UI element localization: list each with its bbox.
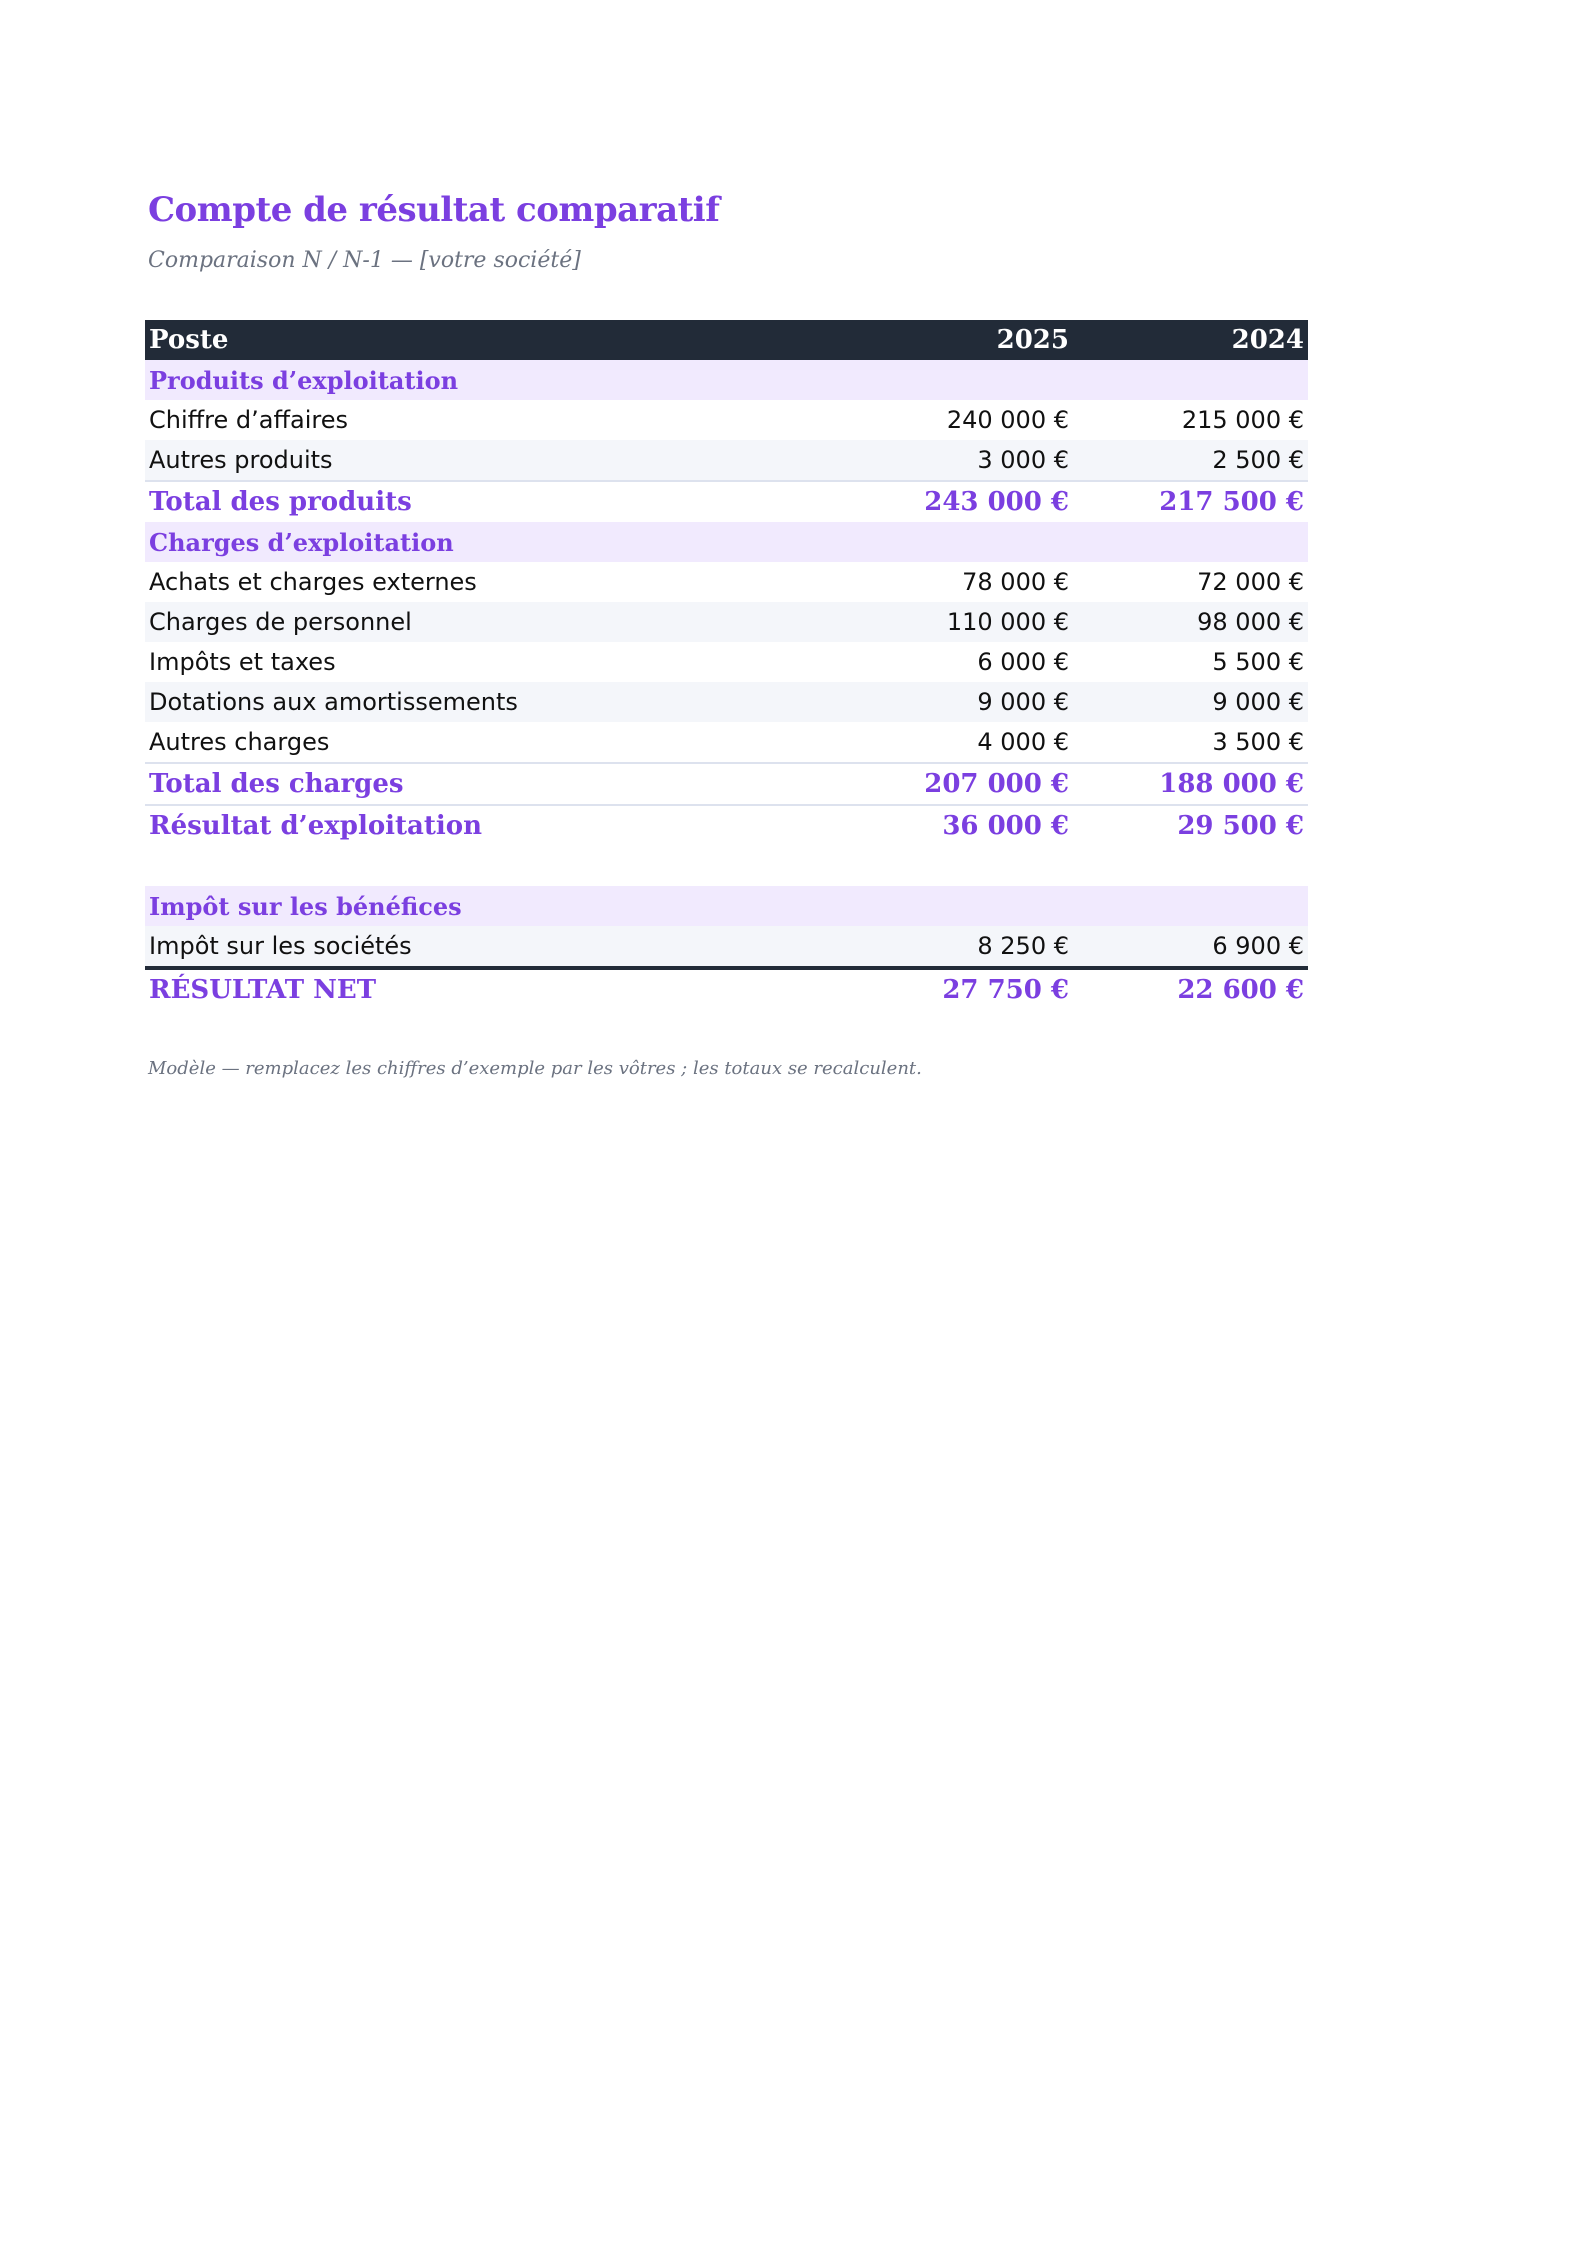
- table-header-row: [145, 320, 1308, 360]
- total-value-2024: 22 600 €: [1073, 968, 1308, 1010]
- table-row: [145, 926, 1308, 968]
- row-value-2024: 9 000 €: [1073, 682, 1308, 722]
- total-value-2025: 36 000 €: [771, 805, 1073, 846]
- row-label: Charges de personnel: [145, 602, 771, 642]
- row-value-2025: 3 000 €: [771, 440, 1073, 481]
- row-value-2024: 72 000 €: [1197, 568, 1304, 596]
- row-value-2025: 4 000 €: [977, 728, 1069, 756]
- table-row: [145, 602, 1308, 642]
- table-row: [145, 722, 1308, 763]
- total-value-2024: 217 500 €: [1073, 481, 1308, 522]
- row-label: Impôt sur les sociétés: [145, 926, 771, 968]
- table-row: [145, 562, 1308, 602]
- row-label: Achats et charges externes: [149, 568, 477, 596]
- row-value-2025: 9 000 €: [771, 682, 1073, 722]
- section-row-charges: [145, 522, 1308, 562]
- column-header-2025: 2025: [771, 320, 1073, 360]
- page-subtitle: Comparaison N / N-1 — [votre société]: [148, 248, 581, 273]
- row-value-2024: 3 500 €: [1212, 728, 1304, 756]
- row-value-2024: 5 500 €: [1212, 648, 1304, 676]
- column-header-2024: 2024: [1073, 320, 1308, 360]
- table-row: [145, 440, 1308, 481]
- row-value-2024: 215 000 €: [1181, 406, 1304, 434]
- resultat-net-row: [145, 968, 1308, 1010]
- total-value-2025: 243 000 €: [771, 481, 1073, 522]
- section-label: Impôt sur les bénéfices: [145, 886, 1308, 926]
- table-row: [145, 642, 1308, 682]
- row-value-2024: 2 500 €: [1073, 440, 1308, 481]
- row-value-2024: 98 000 €: [1073, 602, 1308, 642]
- total-row-charges: [145, 763, 1308, 805]
- row-value-2025: 240 000 €: [946, 406, 1069, 434]
- row-value-2025: 110 000 €: [771, 602, 1073, 642]
- section-row-produits: [145, 360, 1308, 400]
- row-label: Chiffre d’affaires: [149, 406, 348, 434]
- total-value-2024: 188 000 €: [1073, 763, 1308, 805]
- total-value-2025: 27 750 €: [771, 968, 1073, 1010]
- section-label: Produits d’exploitation: [145, 360, 1308, 400]
- total-row-produits: [145, 481, 1308, 522]
- row-value-2024: 6 900 €: [1073, 926, 1308, 968]
- row-label: Autres produits: [145, 440, 771, 481]
- total-value-2025: 207 000 €: [771, 763, 1073, 805]
- table-row: [145, 400, 1308, 440]
- row-label: Impôts et taxes: [149, 648, 336, 676]
- row-label: Autres charges: [149, 728, 330, 756]
- total-value-2024: 29 500 €: [1073, 805, 1308, 846]
- row-value-2025: 8 250 €: [771, 926, 1073, 968]
- row-label: Dotations aux amortissements: [145, 682, 771, 722]
- section-row-impot: [145, 886, 1308, 926]
- table-row: [145, 682, 1308, 722]
- spacer-row: [145, 846, 1308, 886]
- row-value-2025: 6 000 €: [977, 648, 1069, 676]
- page-title: Compte de résultat comparatif: [148, 190, 720, 230]
- income-statement-table: [145, 320, 1308, 1010]
- row-value-2025: 78 000 €: [962, 568, 1069, 596]
- section-label: Charges d’exploitation: [145, 522, 1308, 562]
- footnote: Modèle — remplacez les chiffres d’exemple par les vôtres ; les totaux se recalculent.: [148, 1058, 922, 1079]
- total-label: Total des produits: [145, 481, 771, 522]
- column-header-poste: Poste: [145, 320, 771, 360]
- total-label: RÉSULTAT NET: [145, 968, 771, 1010]
- total-label: Total des charges: [145, 763, 771, 805]
- total-label: Résultat d’exploitation: [145, 805, 771, 846]
- resultat-exploitation-row: [145, 805, 1308, 846]
